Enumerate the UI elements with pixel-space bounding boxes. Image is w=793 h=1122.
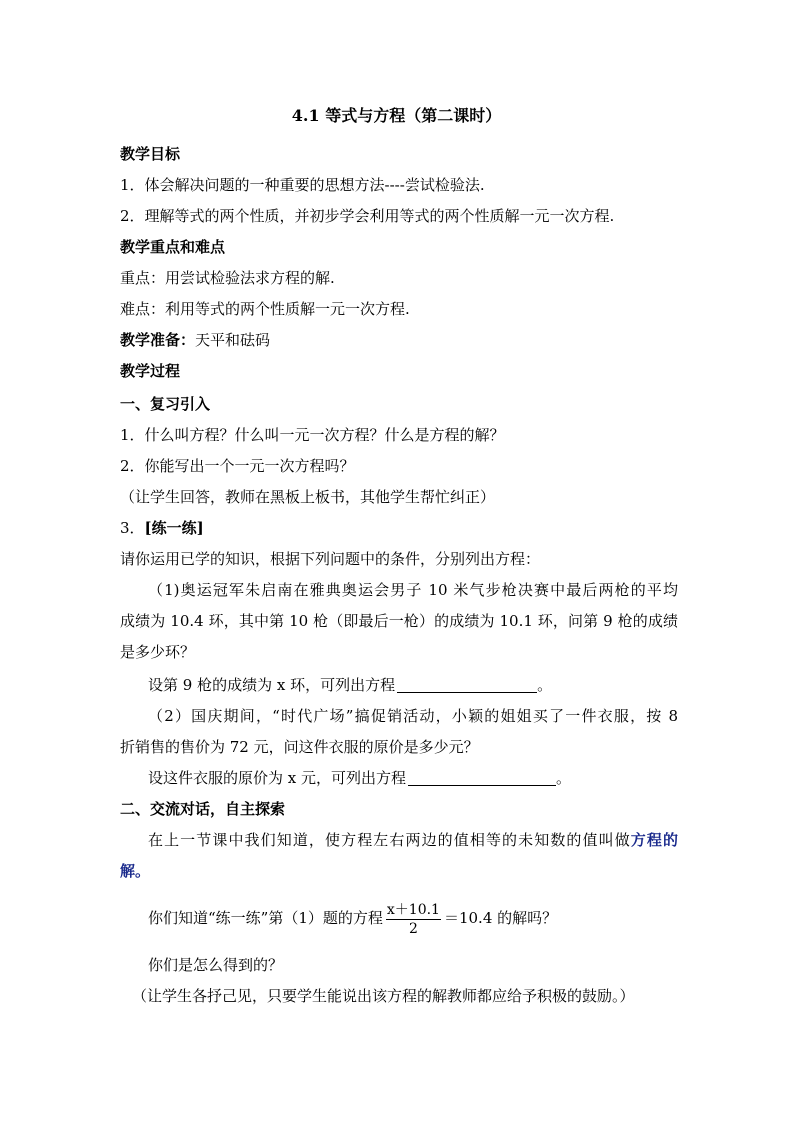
problem2-line1: （2）国庆期间，“时代广场”搞促销活动，小颖的姐姐买了一件衣服，按 8 (148, 707, 678, 725)
review-note: （让学生回答，教师在黑板上板书，其他学生帮忙纠正） (120, 488, 496, 506)
practice-label: [练一练] (144, 519, 204, 537)
objective-item-1: 1．体会解决问题的一种重要的思想方法----尝试检验法. (120, 176, 485, 194)
problem1-answer-blank[interactable] (397, 676, 537, 693)
section2-intro-line (148, 830, 678, 850)
practice-line (120, 518, 680, 538)
equation-question (148, 898, 678, 938)
problem2-answer-text: 设这件衣服的原价为 x 元，可列出方程 (148, 769, 406, 787)
review-question-2: 2．你能写出一个一元一次方程吗？ (120, 457, 355, 475)
key-point-difficulty: 难点：利用等式的两个性质解一元一次方程. (120, 300, 410, 318)
how-question: 你们是怎么得到的？ (148, 956, 284, 974)
key-point-focus: 重点：用尝试检验法求方程的解. (120, 269, 335, 287)
practice-prefix: 3． (120, 519, 145, 537)
section2-intro-text: 在上一节课中我们知道，使方程左右两边的值相等的未知数的值叫做 (148, 831, 631, 849)
fraction-denominator: 2 (408, 920, 418, 937)
fraction-numerator: x＋10.1 (386, 901, 440, 918)
process-heading: 教学过程 (120, 362, 181, 380)
section2-intro-continued (120, 861, 680, 881)
equation-question-prefix: 你们知道“练一练”第（1）题的方程 (148, 909, 383, 927)
problem2-answer-line (148, 768, 678, 788)
preparation-value: 天平和砝码 (195, 331, 271, 349)
section1-heading: 一、复习引入 (120, 395, 211, 413)
problem1-line2: 成绩为 10.4 环，其中第 10 枪（即最后一枪）的成绩为 10.1 环，问第 9 枪的成绩 (120, 612, 678, 630)
objective-item-2: 2．理解等式的两个性质，并初步学会利用等式的两个性质解一元一次方程. (120, 207, 615, 225)
equation-fraction (386, 901, 441, 938)
key-points-heading: 教学重点和难点 (120, 238, 226, 256)
review-question-1: 1．什么叫方程？什么叫一元一次方程？什么是方程的解？ (120, 426, 505, 444)
preparation-line (120, 330, 680, 350)
problem1-answer-line (148, 675, 678, 695)
section2-note: （让学生各抒己见，只要学生能说出该方程的解教师都应给予积极的鼓励。） (132, 987, 635, 1005)
problem1-answer-end: 。 (537, 676, 553, 694)
equation-question-suffix: ＝10.4 的解吗？ (443, 909, 558, 927)
problem2-answer-blank[interactable] (408, 769, 556, 786)
problem1-line3: 是多少环？ (120, 643, 196, 661)
solution-term-part2: 解。 (120, 862, 151, 880)
problem1-answer-text: 设第 9 枪的成绩为 x 环，可列出方程 (148, 676, 396, 694)
objectives-heading: 教学目标 (120, 145, 181, 163)
solution-term-part1: 方程的 (630, 831, 678, 849)
problem2-answer-end: 。 (556, 769, 572, 787)
preparation-label: 教学准备： (120, 331, 196, 349)
practice-instruction: 请你运用已学的知识，根据下列问题中的条件，分别列出方程： (120, 550, 541, 568)
problem1-line1: （1)奥运冠军朱启南在雅典奥运会男子 10 米气步枪决赛中最后两枪的平均 (148, 581, 678, 599)
problem2-line2: 折销售的售价为 72 元，问这件衣服的原价是多少元？ (120, 738, 479, 756)
section2-heading: 二、交流对话，自主探索 (120, 800, 286, 818)
document-title: 4.1 等式与方程（第二课时） (291, 106, 502, 125)
